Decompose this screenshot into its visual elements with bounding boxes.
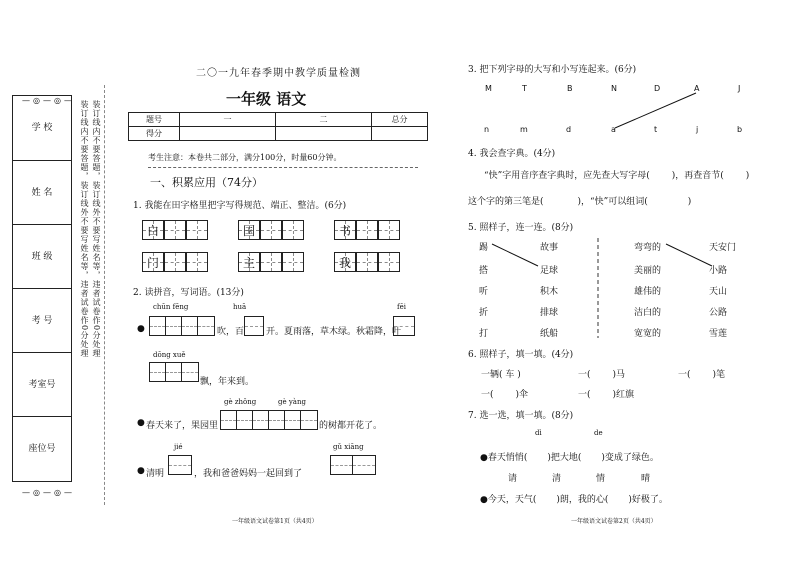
- lower-letter[interactable]: j: [696, 125, 699, 134]
- lower-letter[interactable]: m: [520, 125, 528, 134]
- q6-prompt: 6. 照样子，填一填。(4分): [468, 350, 574, 360]
- q5-word[interactable]: 小路: [709, 266, 728, 276]
- q1-prompt: 1. 我能在田字格里把字写得规范、端正、整洁。(6分): [133, 201, 347, 211]
- q6-item: 一( )红旗: [578, 390, 635, 400]
- q5-word[interactable]: 天山: [709, 287, 728, 297]
- tianzige-cell: 主: [238, 252, 260, 272]
- q7-choice[interactable]: 晴: [641, 474, 651, 484]
- q5-word[interactable]: 洁白的: [634, 308, 662, 318]
- q5-word[interactable]: 公路: [709, 308, 728, 318]
- binding-top-marks: —◎—◎—: [22, 96, 75, 105]
- q4-prompt: 4. 我会查字典。(4分): [468, 149, 556, 159]
- q5-word[interactable]: 积木: [540, 287, 559, 297]
- field-class: 班 级: [13, 224, 71, 289]
- q5-word[interactable]: 宽宽的: [634, 329, 662, 339]
- upper-letter[interactable]: N: [611, 84, 617, 93]
- q5-word[interactable]: 雄伟的: [634, 287, 662, 297]
- q2-text: 吹，百: [217, 327, 245, 337]
- q6-example: 一辆( 车 ): [481, 370, 521, 380]
- q3-prompt: 3. 把下列字母的大写和小写连起来。(6分): [468, 65, 637, 75]
- tianzige-cell: 门: [142, 252, 164, 272]
- exam-notice: 考生注意：本卷共二部分，满分100分，时量60分钟。: [148, 153, 342, 162]
- q6-item: 一( )笔: [678, 370, 726, 380]
- q2-text: 飘，年来到。: [200, 377, 255, 387]
- q5-word[interactable]: 天安门: [709, 243, 737, 253]
- field-school: 学 校: [31, 123, 53, 133]
- bullet: ●: [137, 324, 145, 334]
- q5-word[interactable]: 足球: [540, 266, 559, 276]
- binding-instruction-2: 装订线内不要答题，装订线外不要写姓名等，违者试卷作0分处理: [92, 100, 101, 359]
- q7-choice[interactable]: 情: [596, 474, 606, 484]
- tianzige-cell: 国: [238, 220, 260, 240]
- pinyin: gè yàng: [278, 398, 306, 406]
- binding-instruction-1: 装订线内不要答题，装订线外不要写姓名等，违者试卷作0分处理: [80, 100, 89, 359]
- binding-bottom-marks: —◎—◎—: [22, 488, 75, 497]
- lower-letter[interactable]: t: [654, 125, 658, 134]
- q7-line: ●今天，天气( )朗，我的心( )好极了。: [480, 495, 668, 505]
- score-header-cell: 总分: [372, 113, 428, 127]
- q5-word[interactable]: 雪莲: [709, 329, 728, 339]
- pinyin: fēi: [397, 303, 406, 311]
- q2-text: 清明: [146, 469, 165, 479]
- upper-letter[interactable]: J: [738, 84, 741, 93]
- q5-word[interactable]: 弯弯的: [634, 243, 662, 253]
- bullet: ●: [137, 466, 145, 476]
- q6-item: 一( )伞: [481, 390, 529, 400]
- pinyin: huā: [233, 303, 247, 311]
- pinyin: dì: [535, 429, 542, 437]
- score-header-cell: 题号: [129, 113, 180, 127]
- q5-word[interactable]: 搭: [479, 266, 489, 276]
- q5-word[interactable]: 纸船: [540, 329, 559, 339]
- q2-text: 开。夏雨落，草木绿。秋霜降，叶: [266, 327, 402, 337]
- q7-choice[interactable]: 请: [508, 474, 518, 484]
- pinyin: gè zhǒng: [224, 398, 257, 406]
- upper-letter[interactable]: B: [567, 84, 573, 93]
- lower-letter[interactable]: a: [611, 125, 616, 134]
- tianzige-cell: 白: [142, 220, 164, 240]
- score-label-cell: 得分: [129, 127, 180, 141]
- bullet: ●: [137, 418, 145, 428]
- pinyin: jié: [174, 443, 183, 451]
- q5-word[interactable]: 踢: [479, 243, 489, 253]
- exam-title: 二〇一九年春季期中教学质量检测: [196, 68, 361, 79]
- tianzige-cell: 书: [334, 220, 356, 240]
- lower-letter[interactable]: n: [484, 125, 490, 134]
- q5-prompt: 5. 照样子，连一连。(8分): [468, 223, 574, 233]
- q2-prompt: 2. 读拼音，写词语。(13分): [133, 288, 244, 298]
- q5-word[interactable]: 听: [479, 287, 489, 297]
- q2-text: 春天来了，果园里: [146, 421, 219, 431]
- upper-letter[interactable]: T: [522, 84, 527, 93]
- q6-item: 一( )马: [578, 370, 626, 380]
- field-exam-room: 考室号: [13, 352, 71, 417]
- lower-letter[interactable]: d: [566, 125, 572, 134]
- upper-letter[interactable]: M: [485, 84, 492, 93]
- tianzige-cell: 我: [334, 252, 356, 272]
- field-seat-number: 座位号: [13, 416, 71, 481]
- pinyin: chūn fēng: [153, 303, 189, 311]
- q2-text: 的树都开花了。: [319, 421, 383, 431]
- q7-prompt: 7. 选一选，填一填。(8分): [468, 411, 574, 421]
- q5-word[interactable]: 故事: [540, 243, 559, 253]
- q5-word[interactable]: 折: [479, 308, 489, 318]
- pinyin: de: [594, 429, 603, 437]
- q4-text: 这个字的第三笔是( )，“快”可以组词( ): [468, 197, 692, 207]
- page-number-2: 一年级语文试卷第2页（共4页）: [571, 518, 657, 525]
- subject-title: 一年级 语文: [226, 90, 307, 108]
- upper-letter[interactable]: A: [694, 84, 700, 93]
- q5-word[interactable]: 打: [479, 329, 489, 339]
- pinyin: gǔ xiāng: [333, 443, 364, 451]
- score-header-cell: 一: [180, 113, 276, 127]
- q4-text: “快”字用音序查字典时，应先查大写字母( )，再查音节( ): [484, 171, 750, 181]
- q5-word[interactable]: 美丽的: [634, 266, 662, 276]
- score-header-cell: 二: [276, 113, 372, 127]
- q7-line: ●春天悄悄( )把大地( )变成了绿色。: [480, 453, 659, 463]
- section-title: 一、积累应用（74分）: [150, 176, 263, 189]
- field-exam-number: 考 号: [13, 288, 71, 353]
- q7-choice[interactable]: 清: [552, 474, 562, 484]
- q2-text: ，我和爸爸妈妈一起回到了: [194, 469, 303, 479]
- upper-letter[interactable]: D: [654, 84, 661, 93]
- page-number-1: 一年级语文试卷第1页（共4页）: [232, 518, 318, 525]
- pinyin: dōng xuě: [153, 351, 186, 359]
- lower-letter[interactable]: b: [737, 125, 743, 134]
- field-name: 姓 名: [13, 160, 71, 225]
- q5-word[interactable]: 排球: [540, 308, 559, 318]
